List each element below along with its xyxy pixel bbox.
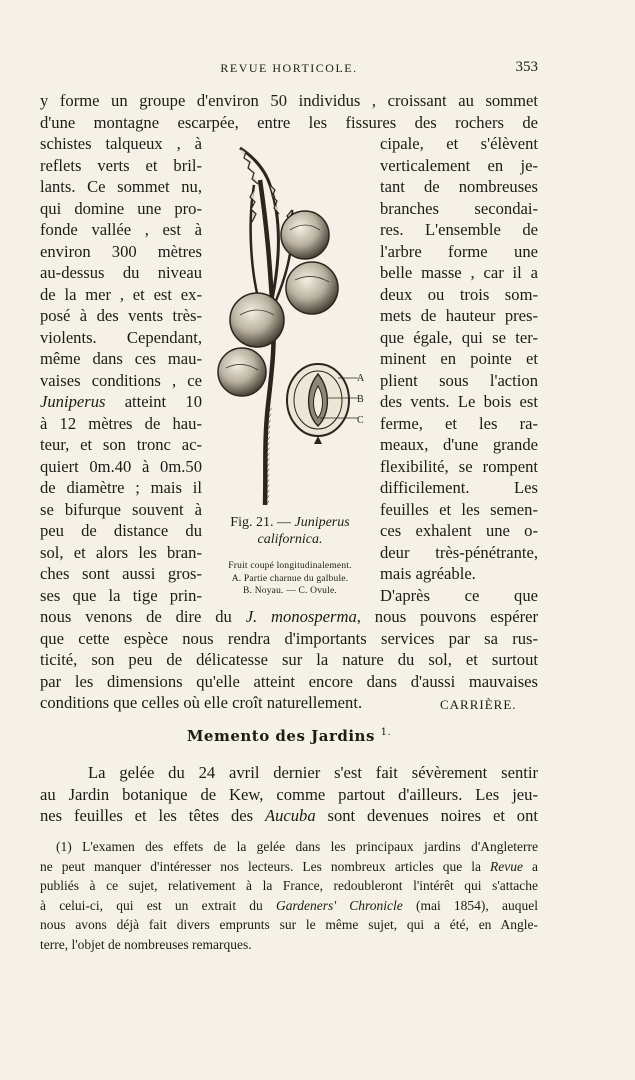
left-column-line: ches sont aussi gros- <box>40 564 202 583</box>
running-head: REVUE HORTICOLE. <box>220 61 358 75</box>
right-column-line: difficilement. Les <box>380 478 538 497</box>
left-column-line: de diamètre ; mais il <box>40 478 202 497</box>
right-column-line: deux ou trois som- <box>380 284 538 304</box>
body-line: nous venons de dire du J. monosperma, nous pouvons espérer <box>40 607 538 626</box>
figure-note: Fruit coupé longitudinalement. <box>228 561 352 571</box>
left-column-line: qui domine une pro- <box>40 198 202 218</box>
fruit-section-diagram <box>287 364 358 444</box>
right-column-line: feuilles et les semen- <box>380 499 538 519</box>
body-line: d'une montagne escarpée, entre les fissures des rochers de <box>40 112 538 132</box>
section-title <box>40 727 538 745</box>
figure-label-a: A <box>357 373 365 384</box>
right-column-line: deur très-pénétrante, <box>380 542 538 562</box>
berry <box>230 293 284 347</box>
right-column-line: que égale, qui se ter- <box>380 327 538 347</box>
left-column-line: schistes talqueux , à <box>40 134 202 153</box>
section-body-line: au Jardin botanique de Kew, comme partout d'ailleurs. Les jeu- <box>40 784 538 804</box>
page-header <box>40 59 538 79</box>
left-column-line: lants. Ce sommet nu, <box>40 177 202 196</box>
right-column-line: des vents. Le bois est <box>380 392 538 411</box>
body-line: ticité, son peu de délicatesse sur la nature du sol, et surtout <box>40 650 538 669</box>
juniper-branch-illustration <box>210 140 370 510</box>
section-body-line: nes feuilles et les têtes des Aucuba sont devenues noires et ont <box>40 806 538 825</box>
figure-caption-line: Fig. 21. — Juniperus <box>230 515 350 530</box>
right-column-line: cipale, et s'élèvent <box>380 134 538 153</box>
section-body-line: La gelée du 24 avril dernier s'est fait sévèrement sentir <box>88 763 538 782</box>
left-column-line: environ 300 mètres <box>40 241 202 261</box>
right-column-line: flexibilité, se rompent <box>380 456 538 476</box>
right-column-line: mets de hauteur pres- <box>380 306 538 325</box>
right-column-line: minent en pointe et <box>380 349 538 368</box>
footnote-line: terre, l'objet de nombreuses remarques. <box>40 936 252 952</box>
left-column-line: Juniperus atteint 10 <box>40 392 202 411</box>
figure-label-b: B <box>357 394 364 405</box>
right-column-line: D'après ce que <box>380 585 538 605</box>
right-column-line: l'arbre forme une <box>380 241 538 261</box>
right-column-line: ferme, et les ra- <box>380 413 538 433</box>
figure-labels <box>357 368 364 431</box>
left-column-line: ses que la tige prin- <box>40 585 202 605</box>
left-column-line: se bifurque souvent à <box>40 499 202 519</box>
body-line: y forme un groupe d'environ 50 individus , croissant au sommet <box>40 91 538 110</box>
body-line: que cette espèce nous rendra d'importants services par sa rus- <box>40 628 538 648</box>
right-column-line: belle masse , car il a <box>380 263 538 282</box>
left-column-line: quiert 0m.40 à 0m.50 <box>40 456 202 476</box>
left-column-line: même dans ces mau- <box>40 349 202 368</box>
right-column-line: res. L'ensemble de <box>380 220 538 239</box>
figure-label-c: C <box>357 415 364 426</box>
left-column-line: vaises conditions , ce <box>40 370 202 390</box>
right-column-line: verticalement en je- <box>380 155 538 175</box>
left-column-line: fonde vallée , est à <box>40 220 202 239</box>
right-column-line: plient sous l'action <box>380 370 538 390</box>
figure-notes <box>208 560 372 598</box>
figure-caption-species: californica. <box>257 532 323 547</box>
footnote-reference: 1. <box>380 727 392 738</box>
left-column-line: violents. Cependant, <box>40 327 202 347</box>
right-column-line: meaux, d'une grande <box>380 435 538 454</box>
right-column-line: branches secondai- <box>380 198 538 218</box>
left-column-line: de la mer , et est ex- <box>40 284 202 304</box>
left-column-line: posé à des vents très- <box>40 306 202 325</box>
right-column-line: tant de nombreuses <box>380 177 538 196</box>
footnote-line: (1) L'examen des effets de la gelée dans les principaux jardins d'Angleterre <box>56 839 538 854</box>
body-line: par les dimensions qu'elle atteint encore dans d'aussi mauvaises <box>40 671 538 691</box>
left-column-line: reflets verts et bril- <box>40 155 202 175</box>
left-column-line: teur, et son tronc ac- <box>40 435 202 454</box>
berry <box>218 348 266 396</box>
left-column-line: peu de distance du <box>40 521 202 540</box>
footnote-line: nous avons déjà fait divers emprunts sur le même sujet, qui a été, en Angle- <box>40 917 538 932</box>
figure-note: A. Partie charnue du galbule. <box>231 573 349 584</box>
footnote-line: à celui-ci, qui est un extrait du Gardeners' Chronicle (mai 1854), auquel <box>40 897 538 913</box>
figure-note: B. Noyau. — C. Ovule. <box>243 586 337 596</box>
left-column-line: au-dessus du niveau <box>40 263 202 282</box>
right-column-line: ces exhalent une o- <box>380 521 538 540</box>
berry <box>286 262 338 314</box>
left-column-line: sol, et alors les bran- <box>40 542 202 562</box>
footnote-line: ne peut manquer d'intéresser nos lecteurs. Les nombreux articles que la Revue a <box>40 858 539 874</box>
right-column-line: mais agréable. <box>380 564 476 583</box>
left-column-line: à 12 mètres de hau- <box>40 413 202 433</box>
berry <box>281 211 329 259</box>
footnote-line: publiés à ce sujet, relativement à la France, redoubleront l'intérêt qui s'attache <box>40 878 538 893</box>
author-signature: CARRIÈRE. <box>440 697 517 712</box>
body-line: conditions que celles où elle croît naturellement. <box>40 693 363 712</box>
page-number: 353 <box>515 59 538 75</box>
figure-caption <box>208 514 372 548</box>
section-title-text: Memento des Jardins <box>186 727 375 745</box>
